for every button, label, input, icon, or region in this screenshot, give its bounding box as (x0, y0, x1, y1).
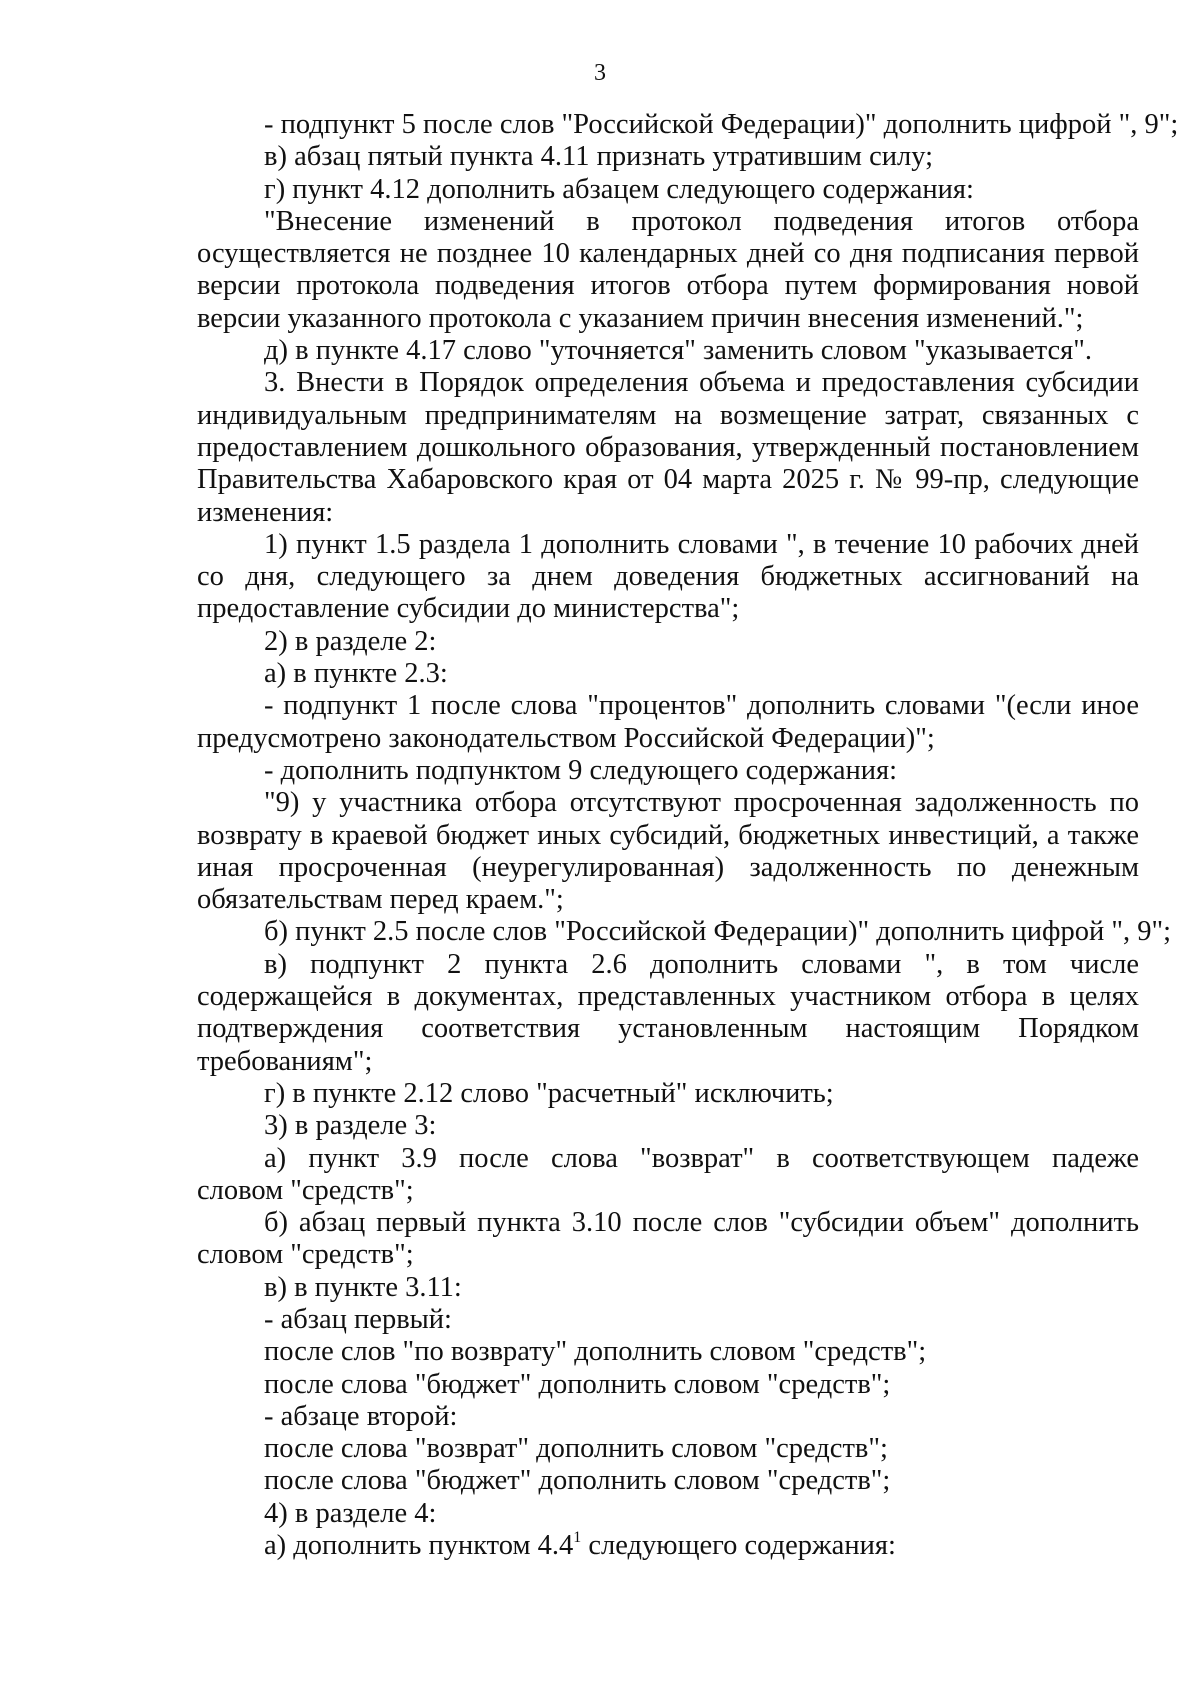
body-line: "Внесение изменений в протокол подведения итогов отбора (264, 205, 1139, 237)
body-line: изменения: (197, 496, 334, 528)
body-line: предоставлением дошкольного образования, утвержденный постановлением (197, 431, 1139, 463)
body-line: - абзац первый: (264, 1303, 452, 1335)
body-line: - подпункт 5 после слов "Российской Федерации)" дополнить цифрой ", 9"; (264, 109, 1179, 140)
body-line: "9) у участника отбора отсутствуют просроченная задолженность по (264, 787, 1139, 819)
body-line: после слова "бюджет" дополнить словом "средств"; (264, 1465, 891, 1497)
body-line: б) абзац первый пункта 3.10 после слов "субсидии объем" дополнить (264, 1207, 1139, 1239)
body-line: со дня, следующего за днем доведения бюджетных ассигнований на (197, 561, 1139, 593)
body-line: версии протокола подведения итогов отбора путем формирования новой (197, 270, 1139, 302)
document-body (197, 109, 1179, 1562)
body-line: г) пункт 4.12 дополнить абзацем следующего содержания: (264, 173, 974, 205)
last-line-superscript: 1 (573, 1529, 582, 1547)
body-line: а) в пункте 2.3: (264, 658, 448, 690)
body-line: 2) в разделе 2: (264, 625, 437, 657)
body-line: 1) пункт 1.5 раздела 1 дополнить словами ", в течение 10 рабочих дней (264, 528, 1139, 560)
body-line: после слов "по возврату" дополнить словом "средств"; (264, 1336, 927, 1368)
body-line: после слова "возврат" дополнить словом "средств"; (264, 1433, 888, 1465)
body-line: обязательствам перед краем."; (197, 884, 564, 916)
last-line-after: следующего содержания: (581, 1530, 896, 1562)
body-line: словом "средств"; (197, 1239, 414, 1271)
body-line: 3. Внести в Порядок определения объема и предоставления субсидии (264, 367, 1139, 399)
body-line: словом "средств"; (197, 1174, 414, 1206)
body-line: возврату в краевой бюджет иных субсидий, бюджетных инвестиций, а также (197, 819, 1139, 851)
body-lines (197, 109, 1179, 1530)
body-line: индивидуальным предпринимателям на возмещение затрат, связанных с (197, 399, 1139, 431)
body-line-last (197, 1530, 1139, 1562)
body-line: в) абзац пятый пункта 4.11 признать утратившим силу; (264, 141, 933, 173)
body-line: а) пункт 3.9 после слова "возврат" в соответствующем падеже (264, 1142, 1139, 1174)
body-line: иная просроченная (неурегулированная) задолженность по денежным (197, 851, 1139, 883)
body-line: в) подпункт 2 пункта 2.6 дополнить словами ", в том числе (264, 948, 1139, 980)
body-line: 3) в разделе 3: (264, 1110, 437, 1142)
body-line: 4) в разделе 4: (264, 1497, 437, 1529)
body-line: предусмотрено законодательством Российской Федерации)"; (197, 722, 935, 754)
body-line: предоставление субсидии до министерства"; (197, 593, 740, 625)
body-line: осуществляется не позднее 10 календарных дней со дня подписания первой (197, 238, 1139, 270)
body-line: - абзаце второй: (264, 1400, 458, 1432)
body-line: версии указанного протокола с указанием причин внесения изменений."; (197, 302, 1084, 334)
body-line: б) пункт 2.5 после слов "Российской Федерации)" дополнить цифрой ", 9"; (264, 916, 1172, 948)
body-line: в) в пункте 3.11: (264, 1271, 462, 1303)
body-line: д) в пункте 4.17 слово "уточняется" заменить словом "указывается". (264, 335, 1093, 367)
body-line: г) в пункте 2.12 слово "расчетный" исключить; (264, 1077, 834, 1109)
body-line: требованиям"; (197, 1045, 373, 1077)
body-line: - дополнить подпунктом 9 следующего содержания: (264, 754, 898, 786)
last-line-before: а) дополнить пунктом 4.4 (264, 1530, 574, 1562)
body-line: после слова "бюджет" дополнить словом "средств"; (264, 1368, 891, 1400)
body-line: подтверждения соответствия установленным настоящим Порядком (197, 1013, 1139, 1045)
page-number: 3 (594, 60, 606, 86)
body-line: Правительства Хабаровского края от 04 марта 2025 г. № 99-пр, следующие (197, 464, 1139, 496)
body-line: содержащейся в документах, представленных участником отбора в целях (197, 981, 1139, 1013)
body-line: - подпункт 1 после слова "процентов" дополнить словами "(если иное (264, 690, 1139, 722)
